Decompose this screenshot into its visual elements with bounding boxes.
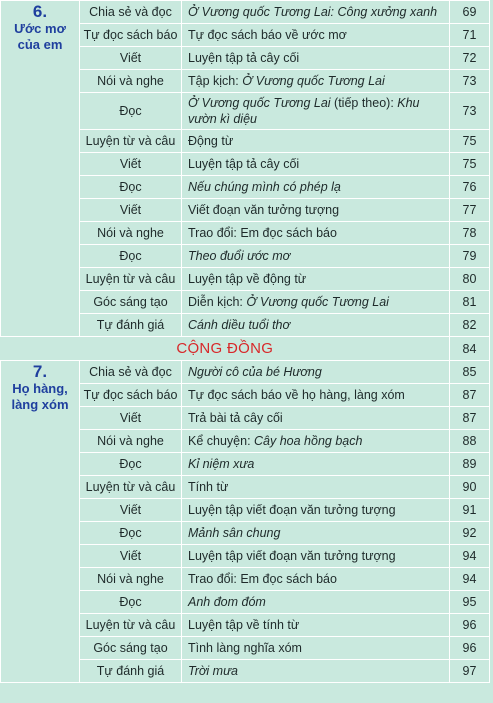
lesson-title-segment: Cây hoa hồng bạch xyxy=(254,434,363,448)
lesson-title[interactable] xyxy=(182,637,450,660)
lesson-type: Viết xyxy=(80,153,182,176)
page-number[interactable]: 92 xyxy=(450,522,490,545)
lesson-title-segment: Tập kịch: xyxy=(188,74,243,88)
lesson-type: Luyện từ và câu xyxy=(80,268,182,291)
page-number[interactable]: 69 xyxy=(450,1,490,24)
lesson-title[interactable] xyxy=(182,545,450,568)
lesson-type: Tự đánh giá xyxy=(80,314,182,337)
lesson-title-segment: Luyện tập tả cây cối xyxy=(188,51,300,65)
lesson-title[interactable] xyxy=(182,591,450,614)
lesson-title-segment: Ở Vương quốc Tương Lai xyxy=(246,295,389,309)
topic-title: CỘNG ĐỒNG xyxy=(1,337,450,361)
page-number[interactable]: 96 xyxy=(450,637,490,660)
lesson-title[interactable] xyxy=(182,176,450,199)
lesson-title[interactable] xyxy=(182,314,450,337)
lesson-title[interactable] xyxy=(182,660,450,683)
lesson-title[interactable] xyxy=(182,199,450,222)
unit-number: 6. xyxy=(32,2,48,21)
lesson-title-segment: Luyện tập về tính từ xyxy=(188,618,300,632)
lesson-type: Đọc xyxy=(80,176,182,199)
page-number[interactable]: 78 xyxy=(450,222,490,245)
lesson-type: Viết xyxy=(80,499,182,522)
page-number[interactable]: 94 xyxy=(450,545,490,568)
page-number[interactable]: 76 xyxy=(450,176,490,199)
page-number[interactable]: 72 xyxy=(450,47,490,70)
unit-name-line-2: của em xyxy=(17,37,63,52)
page-number[interactable]: 95 xyxy=(450,591,490,614)
lesson-title[interactable] xyxy=(182,407,450,430)
page-number[interactable]: 73 xyxy=(450,70,490,93)
unit-name-line-2: làng xóm xyxy=(11,397,69,412)
lesson-title-segment: Theo đuổi ước mơ xyxy=(188,249,291,263)
lesson-title-segment: Diễn kịch: xyxy=(188,295,247,309)
unit-heading xyxy=(1,1,80,337)
page-number[interactable]: 85 xyxy=(450,361,490,384)
lesson-title[interactable] xyxy=(182,453,450,476)
page-number[interactable]: 75 xyxy=(450,130,490,153)
lesson-title-segment: Luyện tập viết đoạn văn tưởng tượng xyxy=(188,549,396,563)
lesson-type: Nói và nghe xyxy=(80,430,182,453)
lesson-title-segment: Tự đọc sách báo về họ hàng, làng xóm xyxy=(188,388,405,402)
lesson-title[interactable] xyxy=(182,568,450,591)
lesson-title-segment: Luyện tập tả cây cối xyxy=(188,157,300,171)
topic-row xyxy=(1,337,490,361)
lesson-title[interactable] xyxy=(182,93,450,130)
lesson-type: Tự đánh giá xyxy=(80,660,182,683)
lesson-title[interactable] xyxy=(182,245,450,268)
page-number[interactable]: 89 xyxy=(450,453,490,476)
page-number[interactable]: 81 xyxy=(450,291,490,314)
page-number[interactable]: 96 xyxy=(450,614,490,637)
lesson-type: Viết xyxy=(80,199,182,222)
lesson-title-segment: Khu vườn kì diệu xyxy=(188,96,420,126)
lesson-title-segment: Luyện tập về động từ xyxy=(188,272,307,286)
lesson-type: Luyện từ và câu xyxy=(80,130,182,153)
lesson-title[interactable] xyxy=(182,476,450,499)
lesson-title[interactable] xyxy=(182,499,450,522)
page-number[interactable]: 87 xyxy=(450,407,490,430)
toc-row[interactable] xyxy=(1,1,490,24)
lesson-type: Đọc xyxy=(80,591,182,614)
lesson-type: Tự đọc sách báo xyxy=(80,384,182,407)
lesson-title[interactable] xyxy=(182,268,450,291)
lesson-title-segment: Trao đổi: Em đọc sách báo xyxy=(188,572,337,586)
lesson-title-segment: Trao đổi: Em đọc sách báo xyxy=(188,226,337,240)
page-number[interactable]: 91 xyxy=(450,499,490,522)
lesson-title-segment: Tính từ xyxy=(188,480,229,494)
lesson-title-segment: Trời mưa xyxy=(188,664,238,678)
lesson-title-segment: Trả bài tả cây cối xyxy=(188,411,283,425)
lesson-title[interactable] xyxy=(182,522,450,545)
lesson-title-segment: Cánh diều tuổi thơ xyxy=(188,318,291,332)
lesson-type: Viết xyxy=(80,47,182,70)
lesson-title-segment: Luyện tập viết đoạn văn tưởng tượng xyxy=(188,503,396,517)
page-number[interactable]: 75 xyxy=(450,153,490,176)
lesson-title-segment: Tự đọc sách báo về ước mơ xyxy=(188,28,347,42)
lesson-title[interactable] xyxy=(182,361,450,384)
lesson-type: Tự đọc sách báo xyxy=(80,24,182,47)
lesson-title-segment: Nếu chúng mình có phép lạ xyxy=(188,180,341,194)
lesson-title[interactable] xyxy=(182,24,450,47)
lesson-type: Luyện từ và câu xyxy=(80,476,182,499)
page-number[interactable]: 90 xyxy=(450,476,490,499)
lesson-title[interactable] xyxy=(182,384,450,407)
lesson-title[interactable] xyxy=(182,430,450,453)
lesson-title[interactable] xyxy=(182,291,450,314)
lesson-title-segment: Mảnh sân chung xyxy=(188,526,281,540)
lesson-type: Nói và nghe xyxy=(80,70,182,93)
lesson-title-segment: Ở Vương quốc Tương Lai xyxy=(242,74,385,88)
unit-heading xyxy=(1,361,80,683)
lesson-title-segment: Kỉ niệm xưa xyxy=(188,457,255,471)
page-number[interactable]: 87 xyxy=(450,384,490,407)
toc-row[interactable] xyxy=(1,361,490,384)
lesson-title-segment: (tiếp theo): xyxy=(330,96,398,110)
lesson-type: Góc sáng tạo xyxy=(80,291,182,314)
unit-number: 7. xyxy=(32,362,48,381)
lesson-title[interactable] xyxy=(182,614,450,637)
lesson-type: Đọc xyxy=(80,93,182,130)
page-number[interactable]: 94 xyxy=(450,568,490,591)
lesson-title-segment: Động từ xyxy=(188,134,234,148)
lesson-title-segment: Viết đoạn văn tưởng tượng xyxy=(188,203,340,217)
lesson-type: Luyện từ và câu xyxy=(80,614,182,637)
lesson-type: Góc sáng tạo xyxy=(80,637,182,660)
lesson-title-segment: Anh đom đóm xyxy=(188,595,266,609)
lesson-title[interactable] xyxy=(182,70,450,93)
lesson-type: Chia sẻ và đọc xyxy=(80,1,182,24)
topic-page-number[interactable]: 84 xyxy=(450,337,490,361)
lesson-type: Đọc xyxy=(80,522,182,545)
page-number[interactable]: 71 xyxy=(450,24,490,47)
lesson-title[interactable] xyxy=(182,222,450,245)
lesson-type: Viết xyxy=(80,545,182,568)
lesson-title-segment: Tình làng nghĩa xóm xyxy=(188,641,302,655)
lesson-type: Chia sẻ và đọc xyxy=(80,361,182,384)
page-number[interactable]: 80 xyxy=(450,268,490,291)
page-number[interactable]: 82 xyxy=(450,314,490,337)
lesson-title-segment: Ở Vương quốc Tương Lai xyxy=(188,96,331,110)
lesson-title-segment: Người cô của bé Hương xyxy=(188,365,322,379)
page-number[interactable]: 77 xyxy=(450,199,490,222)
lesson-title[interactable] xyxy=(182,153,450,176)
lesson-title[interactable] xyxy=(182,130,450,153)
lesson-type: Nói và nghe xyxy=(80,568,182,591)
lesson-title-segment: Kể chuyện: xyxy=(188,434,255,448)
lesson-type: Đọc xyxy=(80,245,182,268)
page-number[interactable]: 79 xyxy=(450,245,490,268)
lesson-type: Đọc xyxy=(80,453,182,476)
unit-name-line-1: Ước mơ xyxy=(14,21,66,36)
lesson-title[interactable] xyxy=(182,1,450,24)
lesson-type: Viết xyxy=(80,407,182,430)
lesson-title-segment: Ở Vương quốc Tương Lai: Công xưởng xanh xyxy=(188,5,438,19)
page-number[interactable]: 97 xyxy=(450,660,490,683)
page-number[interactable]: 73 xyxy=(450,93,490,130)
lesson-title[interactable] xyxy=(182,47,450,70)
lesson-type: Nói và nghe xyxy=(80,222,182,245)
page-number[interactable]: 88 xyxy=(450,430,490,453)
unit-name-line-1: Họ hàng, xyxy=(12,381,68,396)
